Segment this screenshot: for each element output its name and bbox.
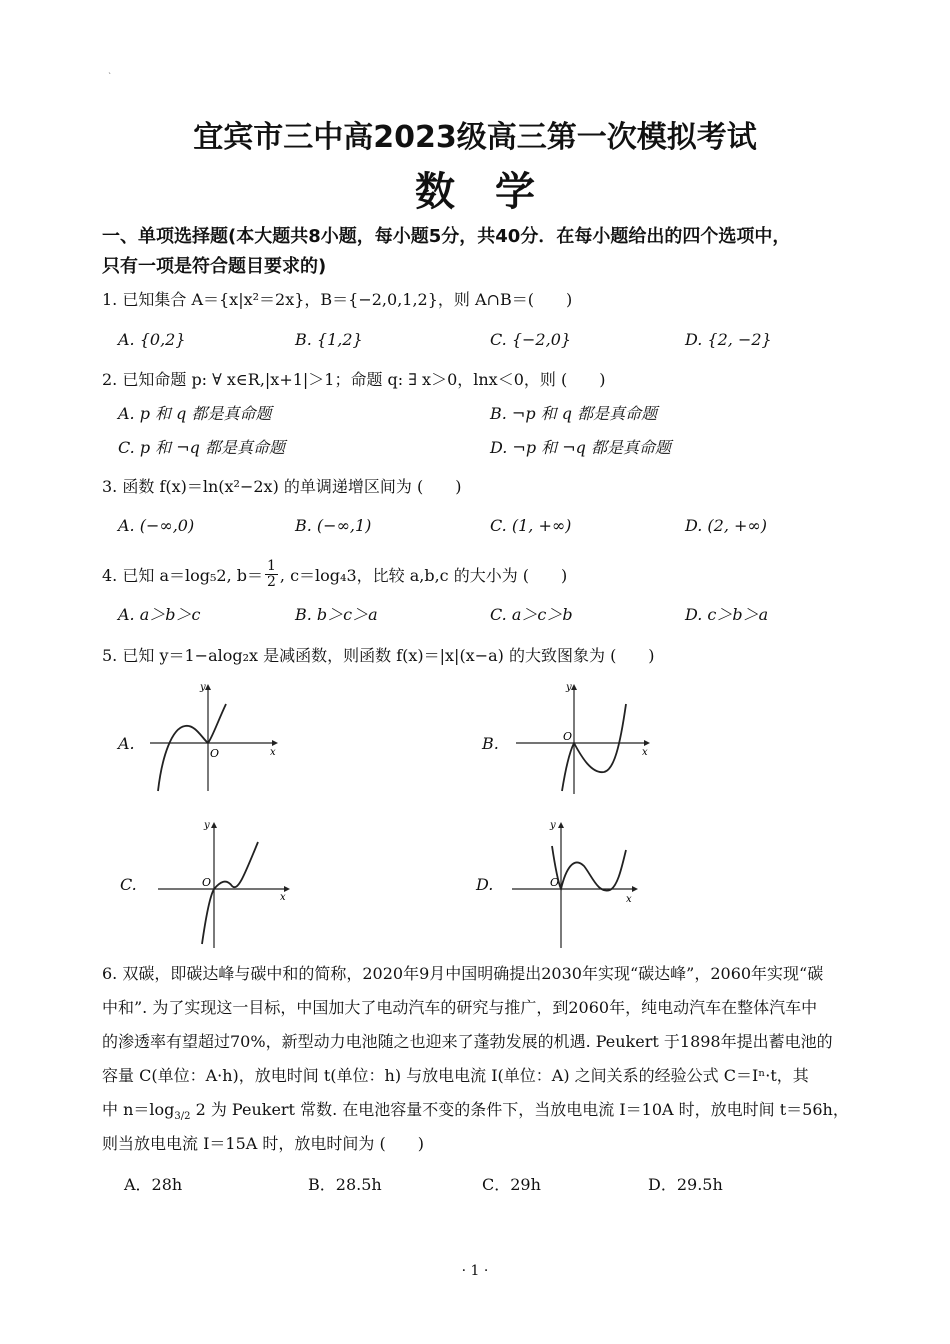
question-4-option-c: C. a＞c＞b xyxy=(490,605,573,624)
question-2-option-b: B. ¬p 和 q 都是真命题 xyxy=(490,404,658,423)
question-1-stem: 1. 已知集合 A＝{x|x²＝2x}，B＝{−2,0,1,2}，则 A∩B＝( ) xyxy=(102,290,573,309)
subject-title: 数学 xyxy=(415,169,575,215)
question-5-graph-d xyxy=(508,816,658,956)
question-4-stem xyxy=(102,559,567,590)
x-axis-label: x xyxy=(270,747,276,758)
question-3-stem: 3. 函数 f(x)＝ln(x²−2x) 的单调递增区间为 ( ) xyxy=(102,477,462,496)
page-number: · 1 · xyxy=(461,1263,489,1279)
question-4-fraction xyxy=(265,559,278,590)
question-6-line-5-pre: 中 n＝log xyxy=(102,1100,175,1119)
question-5-graph-c xyxy=(150,816,300,956)
question-3-option-d: D. (2, +∞) xyxy=(685,516,767,535)
origin-label: O xyxy=(202,876,212,889)
question-6-option-a: A．28h xyxy=(124,1175,183,1194)
question-1-option-d: D. {2, −2} xyxy=(685,330,772,349)
question-6-line-2: 中和”. 为了实现这一目标，中国加大了电动汽车的研究与推广，到2060年，纯电动汽车在整体汽车中 xyxy=(102,998,818,1017)
question-6-option-d: D．29.5h xyxy=(648,1175,723,1194)
question-5-graph-b xyxy=(512,676,662,801)
question-5-option-b-label: B. xyxy=(482,734,499,753)
question-5-stem: 5. 已知 y＝1−alog₂x 是减函数，则函数 f(x)＝|x|(x−a) 的大致图象为 ( ) xyxy=(102,646,655,665)
y-arrow xyxy=(571,684,577,690)
question-5-graph-a xyxy=(140,676,290,801)
exam-title: 宜宾市三中高2023级高三第一次模拟考试 xyxy=(193,120,757,155)
question-5-option-a-label: A. xyxy=(118,734,135,753)
question-1-option-a: A. {0,2} xyxy=(118,330,186,349)
question-4-option-d: D. c＞b＞a xyxy=(685,605,769,624)
y-arrow xyxy=(558,822,564,828)
question-3-option-c: C. (1, +∞) xyxy=(490,516,572,535)
question-6-option-c: C．29h xyxy=(482,1175,541,1194)
question-1-option-b: B. {1,2} xyxy=(295,330,363,349)
x-arrow xyxy=(644,740,650,746)
curve xyxy=(562,704,626,791)
question-4-option-a: A. a＞b＞c xyxy=(118,605,201,624)
question-6-line-4: 容量 C(单位：A·h)，放电时间 t(单位：h) 与放电电流 I(单位：A) 之间关系的经验公式 C＝Iⁿ·t，其 xyxy=(102,1066,809,1085)
log-base: 3/2 xyxy=(174,1111,191,1123)
y-arrow xyxy=(211,822,217,828)
question-4-stem-pre: 4. 已知 a＝log₅2, b＝ xyxy=(102,566,263,585)
x-axis-label: x xyxy=(280,892,286,903)
question-6-option-b: B．28.5h xyxy=(308,1175,382,1194)
origin-label: O xyxy=(563,730,573,743)
y-axis-label: y xyxy=(566,682,572,693)
question-6-line-1: 6. 双碳，即碳达峰与碳中和的简称，2020年9月中国明确提出2030年实现“碳达峰”，2060年实现“碳 xyxy=(102,964,824,983)
y-axis-label: y xyxy=(204,820,210,831)
y-axis-label: y xyxy=(200,682,206,693)
question-3-option-b: B. (−∞,1) xyxy=(295,516,372,535)
question-4-stem-post: , c＝log₄3，比较 a,b,c 的大小为 ( ) xyxy=(279,566,568,585)
fraction-denominator: 2 xyxy=(266,574,276,590)
stray-mark: ` xyxy=(108,72,112,81)
fraction-numerator: 1 xyxy=(266,558,276,574)
question-2-option-d: D. ¬p 和 ¬q 都是真命题 xyxy=(490,438,671,457)
question-2-option-c: C. p 和 ¬q 都是真命题 xyxy=(118,438,285,457)
question-2-option-a: A. p 和 q 都是真命题 xyxy=(118,404,272,423)
curve xyxy=(202,842,258,944)
question-6-line-6: 则当放电电流 I＝15A 时，放电时间为 ( ) xyxy=(102,1134,424,1153)
question-5-option-d-label: D. xyxy=(476,875,494,894)
question-4-option-b: B. b＞c＞a xyxy=(295,605,378,624)
x-arrow xyxy=(272,740,278,746)
question-6-line-3: 的渗透率有望超过70%，新型动力电池随之也迎来了蓬勃发展的机遇. Peukert 于1898年提出蓄电池的 xyxy=(102,1032,833,1051)
question-1-option-c: C. {−2,0} xyxy=(490,330,572,349)
section-heading-line2: 只有一项是符合题目要求的) xyxy=(102,256,327,277)
section-heading-line1: 一、单项选择题(本大题共8小题，每小题5分，共40分．在每小题给出的四个选项中， xyxy=(102,226,791,247)
origin-label: O xyxy=(550,876,560,889)
curve xyxy=(552,846,626,891)
x-arrow xyxy=(632,886,638,892)
question-6-line-5-post: 2 为 Peukert 常数. 在电池容量不变的条件下，当放电电流 I＝10A 时，放电时间 t＝56h， xyxy=(190,1100,849,1119)
question-2-stem: 2. 已知命题 p: ∀ x∈R,|x+1|＞1；命题 q: ∃ x＞0，lnx＜0，则 ( ) xyxy=(102,370,606,389)
x-axis-label: x xyxy=(642,747,648,758)
x-axis-label: x xyxy=(626,894,632,905)
y-axis-label: y xyxy=(550,820,556,831)
origin-label: O xyxy=(210,747,220,760)
question-5-option-c-label: C. xyxy=(120,875,137,894)
y-arrow xyxy=(205,684,211,690)
question-3-option-a: A. (−∞,0) xyxy=(118,516,195,535)
